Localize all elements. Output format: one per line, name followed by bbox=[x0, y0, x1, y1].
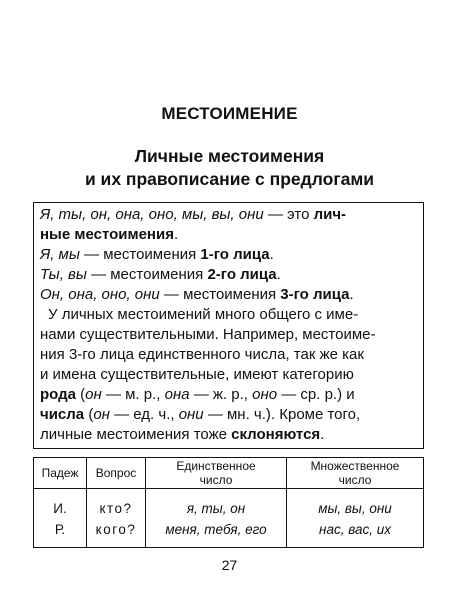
table-row bbox=[34, 489, 424, 520]
explanation-line-2: нами существительными. Например, местоиме- bbox=[40, 326, 376, 343]
page-title: МЕСТОИМЕНИЕ bbox=[161, 104, 298, 123]
col-header-plural-text: Множественное число bbox=[310, 459, 400, 487]
text-fragment: — местоимения bbox=[79, 246, 201, 263]
text-fragment: — мн. ч.). Кроме того, bbox=[203, 406, 361, 423]
text-fragment: . bbox=[349, 286, 354, 303]
cell-case: И. bbox=[34, 489, 87, 520]
subtitle-line-2: и их правописание с предлогами bbox=[84, 169, 375, 189]
pronoun-list: Он, она, оно, они bbox=[40, 286, 160, 303]
term-bold: 2-го лица bbox=[207, 266, 277, 283]
text-fragment: — местоимения bbox=[159, 286, 281, 303]
term-bold: рода bbox=[40, 386, 76, 403]
text-fragment: . bbox=[320, 426, 325, 443]
text-fragment: . bbox=[269, 246, 274, 263]
explanation-line-5 bbox=[40, 385, 420, 405]
term-bold: числа bbox=[40, 406, 85, 423]
pronoun-example: он bbox=[93, 406, 110, 423]
explanation-line-3: ния 3-го лица единственного числа, так же как bbox=[40, 346, 364, 363]
text-fragment: — местоимения bbox=[86, 266, 208, 283]
text-fragment: — ср. р.) и bbox=[277, 386, 355, 403]
table-header-row bbox=[34, 458, 424, 489]
pronoun-list: Я, мы bbox=[40, 246, 80, 263]
col-header-question: Вопрос bbox=[87, 458, 146, 489]
term-bold: 1-го лица bbox=[200, 246, 270, 263]
col-header-plural bbox=[287, 458, 424, 489]
table-row bbox=[34, 519, 424, 548]
text-fragment: личные местоимения тоже bbox=[40, 426, 232, 443]
text-fragment: — это bbox=[263, 206, 314, 223]
explanation-line-4: и имена существительные, имеют категорию bbox=[40, 366, 354, 383]
pronoun-declension-table bbox=[33, 457, 424, 548]
cell-singular: меня, тебя, его bbox=[146, 519, 287, 548]
text-fragment: — м. р., bbox=[101, 386, 165, 403]
term-bold: лич- bbox=[313, 206, 347, 223]
explanation-line-7 bbox=[40, 425, 420, 445]
text-fragment: ( bbox=[84, 406, 94, 423]
pronoun-example: оно bbox=[252, 386, 278, 403]
pronoun-list: Ты, вы bbox=[40, 266, 87, 283]
col-header-case: Падеж bbox=[34, 458, 87, 489]
pronoun-example: он bbox=[85, 386, 102, 403]
cell-singular: я, ты, он bbox=[146, 489, 287, 520]
pronoun-example: она bbox=[164, 386, 190, 403]
rule-paragraph-1 bbox=[40, 205, 420, 225]
col-header-singular-text: Единственное число bbox=[176, 459, 256, 487]
rule-paragraph-1-cont bbox=[40, 225, 420, 245]
cell-plural: мы, вы, они bbox=[287, 489, 424, 520]
text-fragment: — ж. р., bbox=[189, 386, 253, 403]
rule-paragraph-2 bbox=[40, 245, 420, 265]
subtitle-line-1: Личные местоимения bbox=[134, 146, 325, 166]
pronoun-list: Я, ты, он, она, оно, мы, вы, они bbox=[40, 206, 264, 223]
pronoun-example: они bbox=[178, 406, 204, 423]
term-bold: склоняются bbox=[231, 426, 321, 443]
cell-plural: нас, вас, их bbox=[287, 519, 424, 548]
page-number: 27 bbox=[221, 557, 238, 573]
cell-case: Р. bbox=[34, 519, 87, 548]
cell-question: кто? bbox=[87, 489, 146, 520]
section-subtitle bbox=[0, 145, 459, 191]
col-header-singular bbox=[146, 458, 287, 489]
term-bold: 3-го лица bbox=[280, 286, 350, 303]
explanation-line-6 bbox=[40, 405, 420, 425]
term-bold: ные местоимения bbox=[40, 226, 174, 243]
text-fragment: ( bbox=[76, 386, 86, 403]
rule-paragraph-3 bbox=[40, 265, 420, 285]
rule-paragraph-4 bbox=[40, 285, 420, 305]
cell-question: кого? bbox=[87, 519, 146, 548]
text-fragment: . bbox=[173, 226, 179, 243]
text-fragment: — ед. ч., bbox=[109, 406, 179, 423]
text-fragment: . bbox=[276, 266, 281, 283]
explanation-line-1: У личных местоимений много общего с име- bbox=[48, 306, 359, 323]
